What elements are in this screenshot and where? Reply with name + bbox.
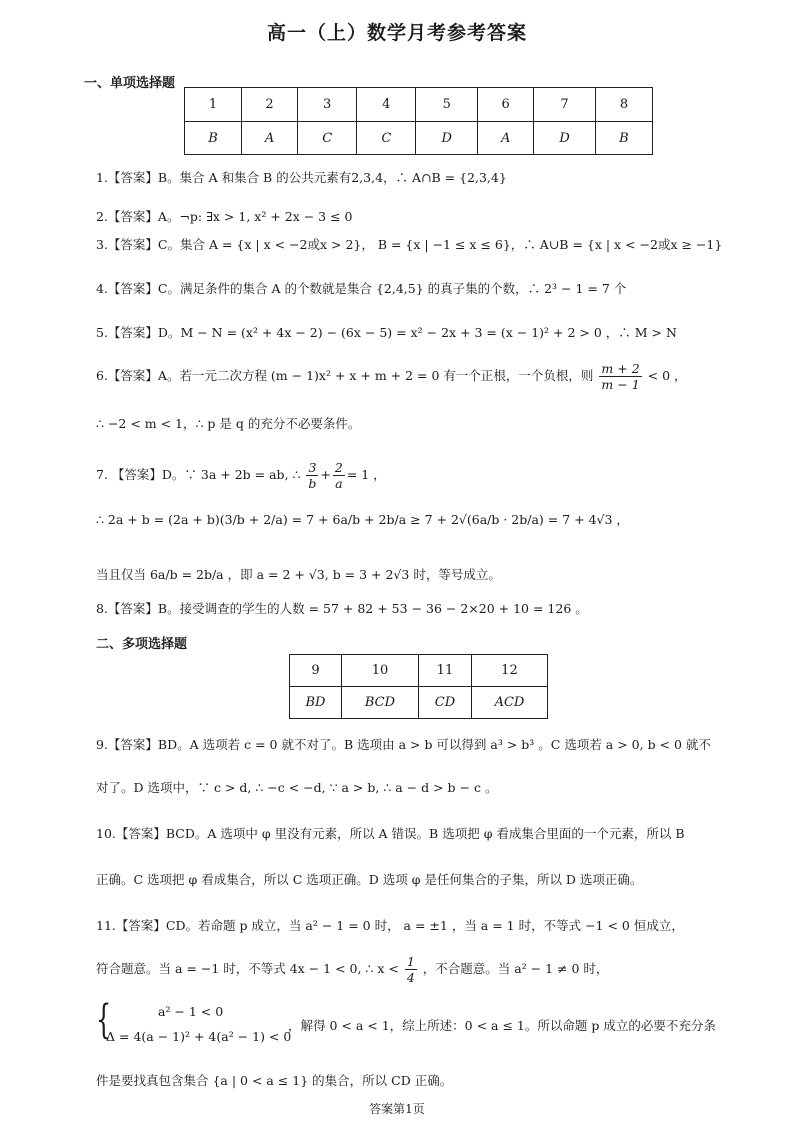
answer-q11-line4: 件是要找真包含集合 {a | 0 < a ≤ 1} 的集合，所以 CD 正确。 [96, 1073, 453, 1088]
section-heading-single-choice: 一、单项选择题 [84, 76, 176, 91]
answer-q11-system-eq2: Δ = 4(a − 1)² + 4(a² − 1) < 0 [106, 1029, 292, 1044]
answer-q1: 1.【答案】B。集合 A 和集合 B 的公共元素有2,3,4，∴ A∩B = {2,3,4} [96, 170, 507, 185]
fraction-denominator: m − 1 [601, 377, 640, 392]
fraction-numerator: m + 2 [601, 361, 640, 376]
answer-q11-tail: ，不合题意。当 a² − 1 ≠ 0 时， [422, 961, 609, 976]
answer-cell-2: BCD [341, 687, 418, 719]
answer-cell-3: CD [419, 687, 472, 719]
fraction-2-over-a: $\frac{2}{a}$ [334, 460, 343, 491]
system-brace: { [96, 997, 112, 1043]
answer-q6-line1 [96, 361, 687, 392]
answer-q6-fraction [599, 361, 641, 392]
question-number-cell-5: 5 [416, 88, 478, 122]
answer-q11-text: 符合题意。当 a = −1 时，不等式 4x − 1 < 0, ∴ x < [96, 961, 399, 976]
answer-cell-8: B [595, 122, 652, 155]
answer-q8: 8.【答案】B。接受调查的学生的人数 = 57 + 82 + 53 − 36 − 2×20 + 10 = 126 。 [96, 601, 588, 616]
fraction-denominator: 4 [406, 970, 415, 985]
question-number-cell-2: 10 [341, 655, 418, 687]
section-heading-multi-choice: 二、多项选择题 [96, 637, 188, 652]
answer-q6-tail: < 0 ， [647, 368, 687, 383]
answer-q6-line2: ∴ −2 < m < 1，∴ p 是 q 的充分不必要条件。 [96, 416, 361, 431]
multi-choice-answer-table [289, 654, 548, 719]
answer-q10-line1: 10.【答案】BCD。A 选项中 φ 里没有元素，所以 A 错误。B 选项把 φ 看成集合里面的一个元素，所以 B [96, 826, 685, 841]
answer-cell-4: C [357, 122, 416, 155]
answer-q11-line3: ，解得 0 < a < 1，综上所述：0 < a ≤ 1。所以命题 p 成立的必要不充分条 [288, 1018, 716, 1033]
question-number-cell-2: 2 [242, 88, 298, 122]
answer-cell-3: C [298, 122, 357, 155]
question-number-cell-4: 4 [357, 88, 416, 122]
answer-q2: 2.【答案】A。¬p: ∃x > 1, x² + 2x − 3 ≤ 0 [96, 209, 353, 224]
single-choice-answer-table [184, 87, 653, 155]
fraction-3-over-b: $\frac{3}{b}$ [308, 460, 317, 491]
answer-cell-6: A [478, 122, 534, 155]
answer-q11-line2 [96, 954, 608, 985]
answer-q5: 5.【答案】D。M − N = (x² + 4x − 2) − (6x − 5) = x² − 2x + 3 = (x − 1)² + 2 > 0 ，∴ M > N [96, 325, 677, 340]
question-number-cell-3: 3 [298, 88, 357, 122]
question-number-cell-6: 6 [478, 88, 534, 122]
question-number-cell-3: 11 [419, 655, 472, 687]
answer-q3: 3.【答案】C。集合 A = {x | x < −2或x > 2}， B = {x | −1 ≤ x ≤ 6}，∴ A∪B = {x | x < −2或x ≥ −1} [96, 237, 723, 252]
answer-cell-1: BD [290, 687, 342, 719]
answer-q11-fraction [405, 954, 417, 985]
page-footer: 答案第1页 [369, 1102, 425, 1116]
answer-q7-text: 7. 【答案】D。∵ 3a + 2b = ab, ∴ [96, 467, 301, 482]
question-number-cell-1: 1 [185, 88, 242, 122]
answer-cell-7: D [534, 122, 596, 155]
answer-q11-system-eq1: a² − 1 < 0 [158, 1004, 224, 1019]
question-number-cell-4: 12 [471, 655, 547, 687]
question-number-cell-8: 8 [595, 88, 652, 122]
answer-q6-text: 6.【答案】A。若一元二次方程 (m − 1)x² + x + m + 2 = 0 有一个正根，一个负根，则 [96, 368, 594, 383]
question-number-cell-1: 9 [290, 655, 342, 687]
answer-q11-line1: 11.【答案】CD。若命题 p 成立，当 a² − 1 = 0 时， a = ±1 ，当 a = 1 时，不等式 −1 < 0 恒成立， [96, 918, 684, 933]
answer-q7-line3: 当且仅当 6a/b = 2b/a ，即 a = 2 + √3, b = 3 + 2√3 时，等号成立。 [96, 567, 501, 582]
answer-q7-line1: 7. 【答案】D。∵ 3a + 2b = ab, ∴ $\frac{3}{b}$ + $\frac{2}{a}$ = 1 ， [96, 460, 386, 491]
answer-cell-4: ACD [471, 687, 547, 719]
answer-q9-line2: 对了。D 选项中，∵ c > d, ∴ −c < −d, ∵ a > b, ∴ a − d > b − c 。 [96, 780, 498, 795]
answer-q7-line2: ∴ 2a + b = (2a + b)(3/b + 2/a) = 7 + 6a/b + 2b/a ≥ 7 + 2√(6a/b · 2b/a) = 7 + 4√3 ， [96, 512, 629, 527]
answer-cell-5: D [416, 122, 478, 155]
fraction-numerator: 1 [406, 954, 415, 969]
answer-q10-line2: 正确。C 选项把 φ 看成集合，所以 C 选项正确。D 选项 φ 是任何集合的子集，所以 D 选项正确。 [96, 872, 643, 887]
page-title: 高一（上）数学月考参考答案 [266, 22, 527, 44]
answer-cell-2: A [242, 122, 298, 155]
answer-q4: 4.【答案】C。满足条件的集合 A 的个数就是集合 {2,4,5} 的真子集的个数，∴ 2³ − 1 = 7 个 [96, 281, 627, 296]
answer-cell-1: B [185, 122, 242, 155]
answer-q9-line1: 9.【答案】BD。A 选项若 c = 0 就不对了。B 选项由 a > b 可以得到 a³ > b³ 。C 选项若 a > 0, b < 0 就不 [96, 737, 711, 752]
question-number-cell-7: 7 [534, 88, 596, 122]
